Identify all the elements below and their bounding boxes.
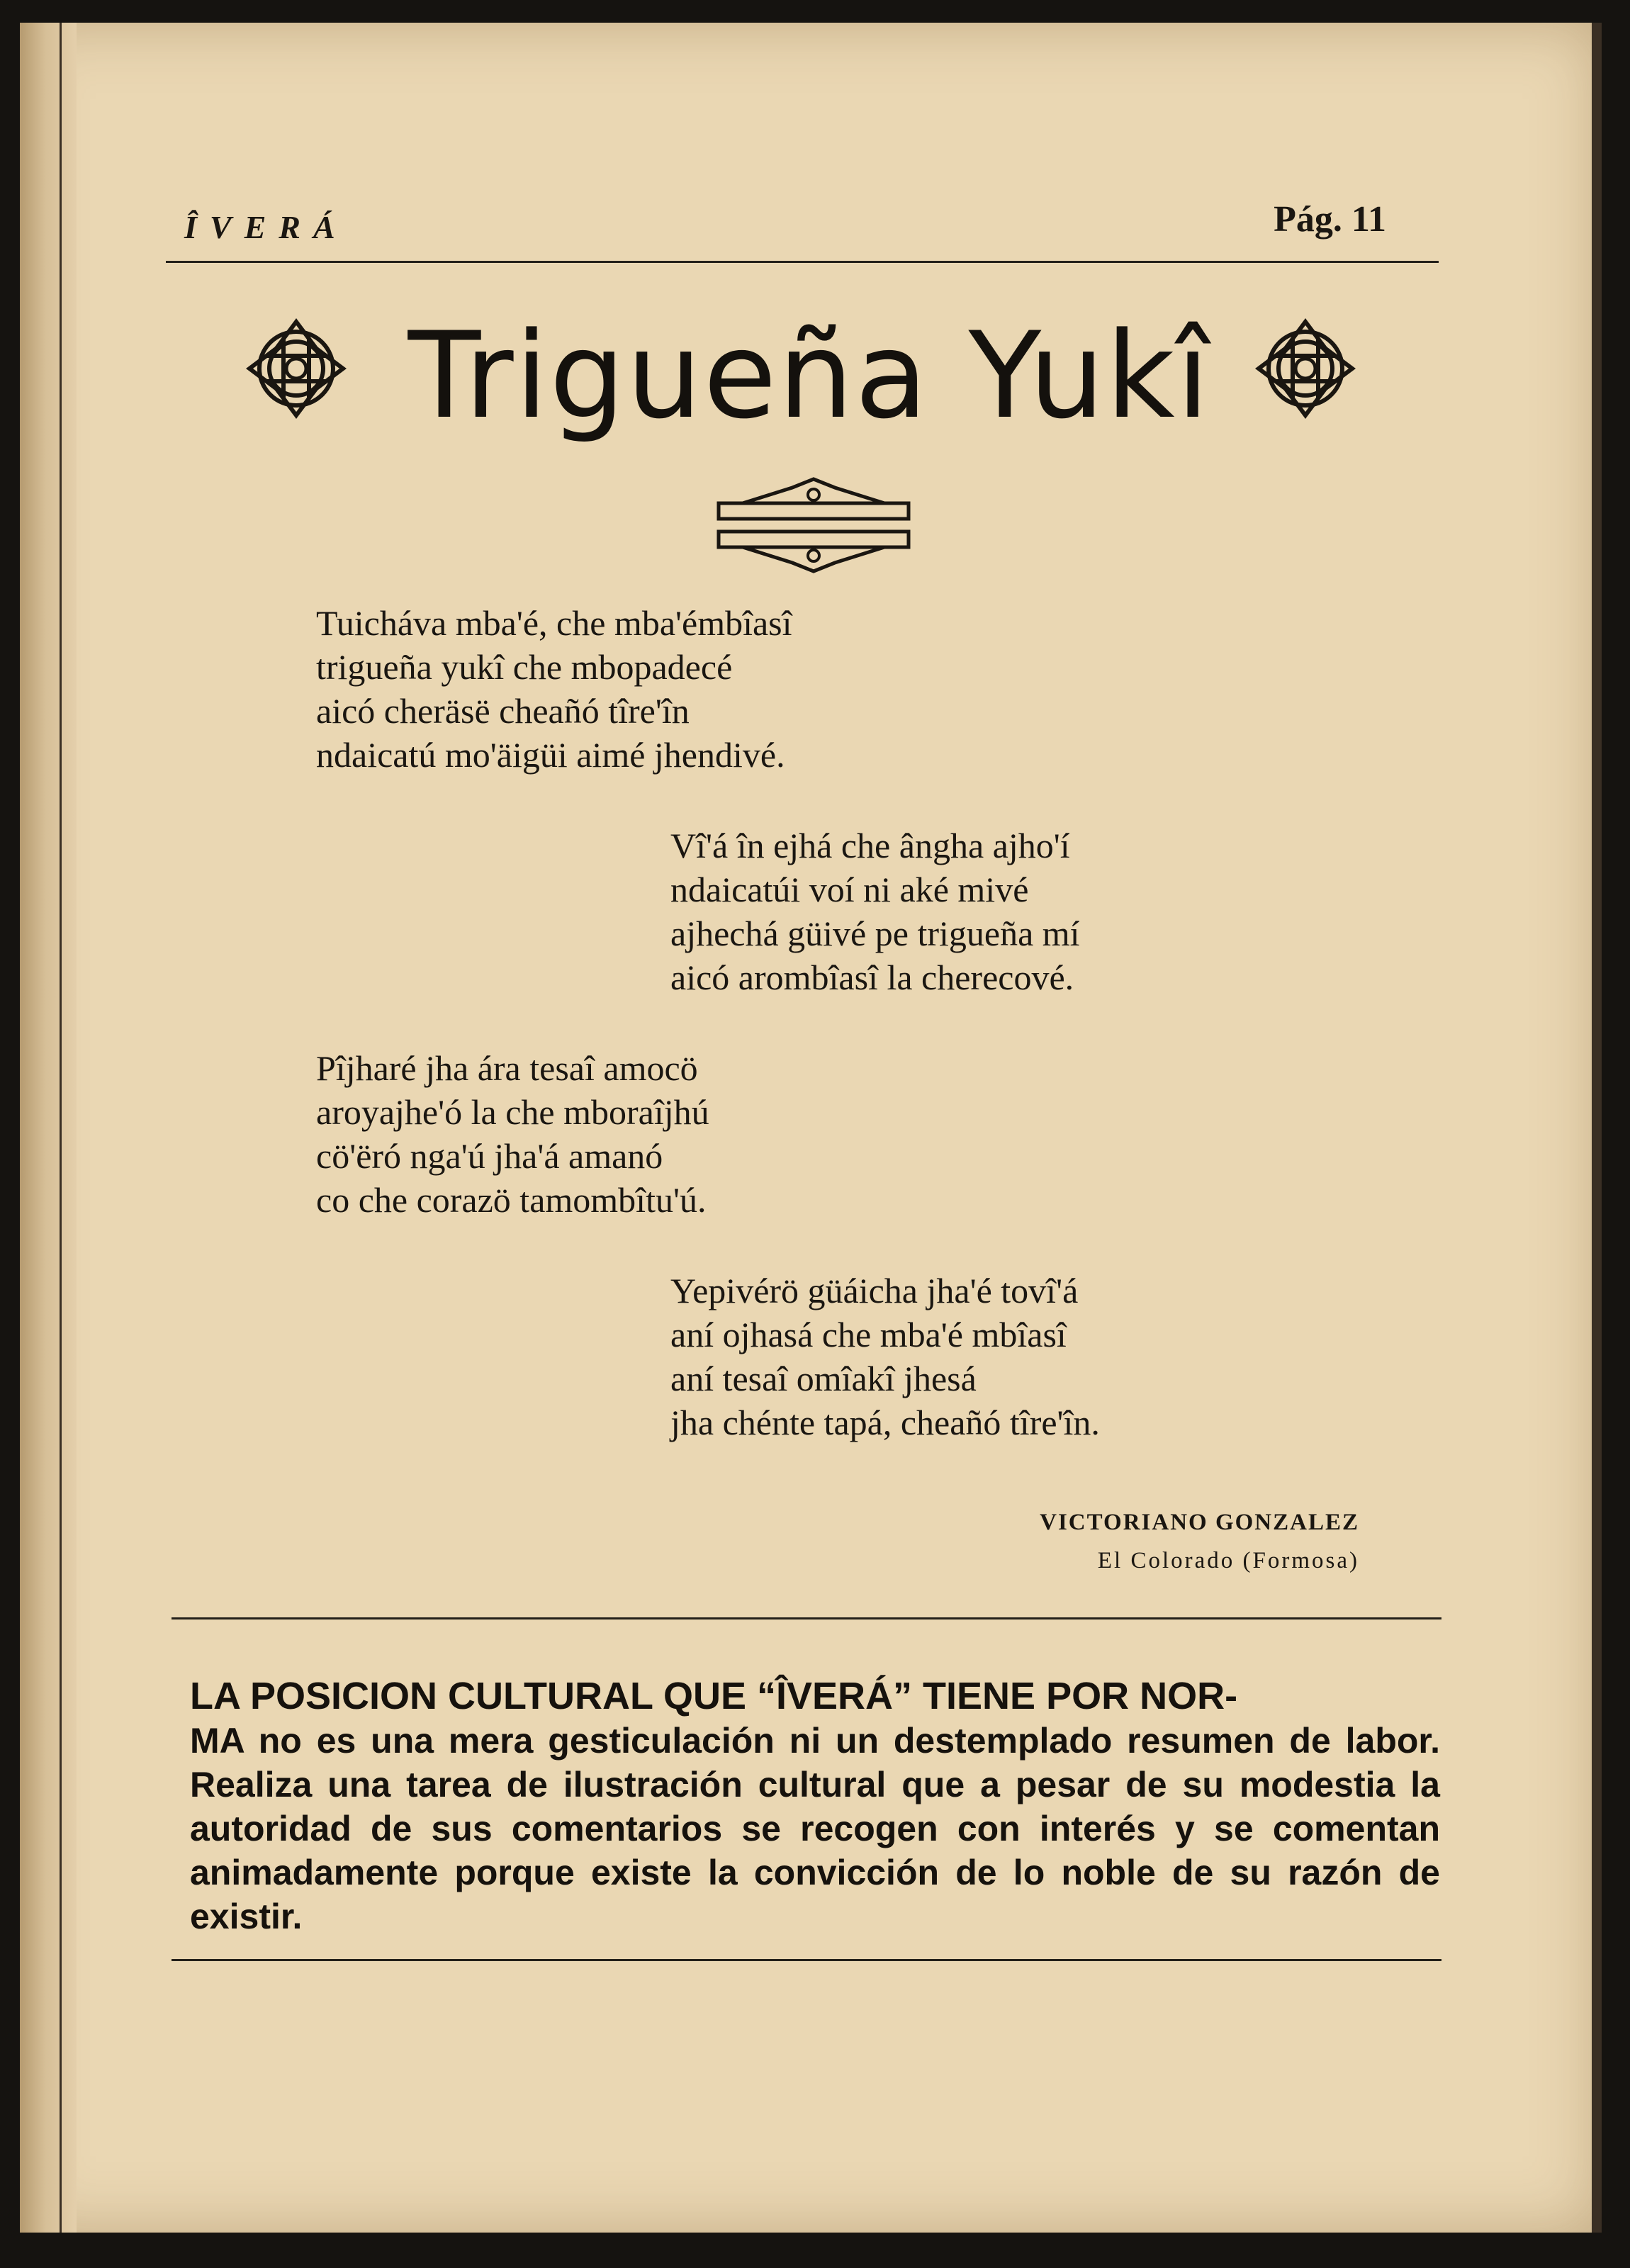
poem-line: Pîjharé jha ára tesaî amocö (316, 1048, 698, 1088)
notice-top-rule (172, 1617, 1441, 1619)
poem-stanza (316, 1046, 709, 1222)
poem-title: Trigueña Yukî (408, 306, 1211, 445)
poem-line: aroyajhe'ó la che mboraîjhú (316, 1092, 709, 1132)
spine-edge (60, 23, 62, 2233)
poem-line: Vî'á în ejhá che ângha ajho'í (670, 826, 1070, 865)
author-place: El Colorado (Formosa) (1097, 1548, 1359, 1573)
celtic-knot-icon (1253, 316, 1358, 421)
poem-line: jha chénte tapá, cheañó tîre'în. (670, 1403, 1100, 1442)
poem-line: aní ojhasá che mba'é mbîasî (670, 1315, 1067, 1354)
running-header-title: ÎVERÁ (184, 209, 348, 245)
poem-line: aicó cheräsë cheañó tîre'în (316, 691, 690, 731)
poem-line: Yepivérö güáicha jha'é tovî'á (670, 1271, 1079, 1310)
notice-body: MA no es una mera gesticulación ni un destemplado resumen de labor. Realiza una tarea de ilustración cultural que a pesar de su modestia la autoridad de sus comentarios se recogen con interés y se comentan animadamente porque existe la convicción de lo noble de su razón de existir. (190, 1721, 1440, 1936)
poem-line: Tuicháva mba'é, che mba'émbîasî (316, 603, 792, 643)
header-rule (166, 261, 1439, 263)
notice-lead: LA POSICION CULTURAL QUE “ÎVERÁ” TIENE POR NOR- (190, 1675, 1238, 1717)
poem-line: aní tesaî omîakî jhesá (670, 1359, 977, 1398)
notice-paragraph (190, 1674, 1440, 1938)
poem-line: ndaicatú mo'äigüi aimé jhendivé. (316, 735, 785, 775)
page-number: Pág. 11 (1274, 199, 1386, 240)
poem-stanza (670, 1269, 1100, 1444)
book-spine (20, 23, 77, 2233)
poem-line: cö'ëró nga'ú jha'á amanó (316, 1136, 663, 1176)
page-edge (1592, 23, 1602, 2233)
poem-stanza (670, 824, 1080, 999)
poem-stanza (316, 601, 792, 777)
poem-line: co che corazö tamombîtu'ú. (316, 1180, 707, 1220)
poem-line: trigueña yukî che mbopadecé (316, 647, 733, 687)
poem-line: ajhechá güivé pe trigueña mí (670, 914, 1080, 953)
notice-bottom-rule (172, 1959, 1441, 1961)
poem-line: ndaicatúi voí ni aké mivé (670, 870, 1029, 909)
book-page (20, 23, 1599, 2233)
poem-line: aicó arombîasî la cherecové. (670, 958, 1074, 997)
author-name: VICTORIANO GONZALEZ (1040, 1510, 1359, 1535)
scroll-divider-icon (714, 471, 913, 577)
